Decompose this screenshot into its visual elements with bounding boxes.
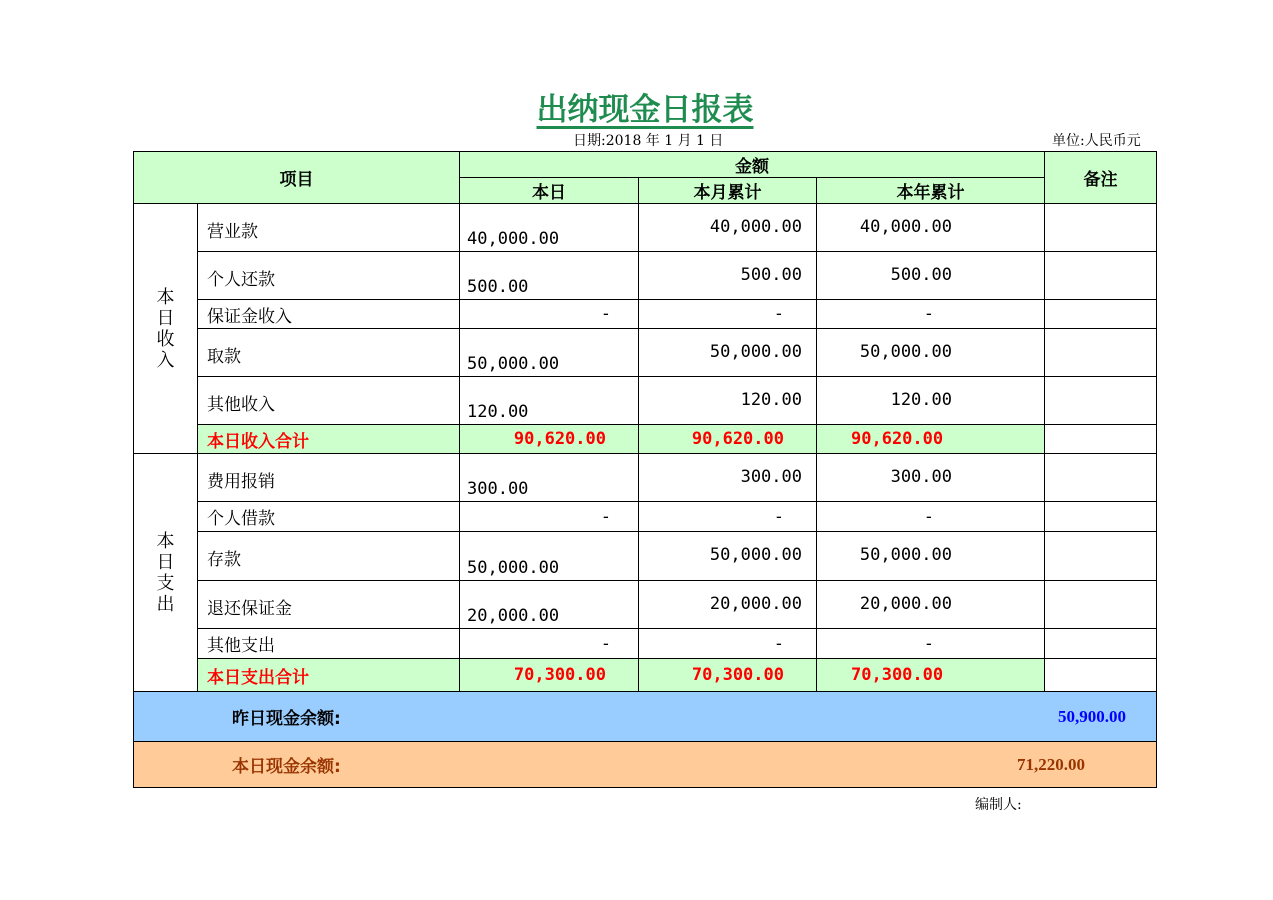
table-row [134, 204, 1157, 252]
table-row [134, 252, 1157, 300]
income-year-value: 500.00 [817, 252, 1045, 300]
expense-today-value: 300.00 [460, 454, 639, 502]
today-balance-row [134, 742, 1157, 788]
header-item: 项目 [134, 152, 460, 204]
income-total-label: 本日收入合计 [198, 425, 460, 454]
remarks-cell [1045, 502, 1157, 532]
income-today-value: 120.00 [460, 377, 639, 425]
expense-total-today: 70,300.00 [460, 659, 639, 692]
remarks-cell [1045, 425, 1157, 454]
expense-year-value: 20,000.00 [817, 581, 1045, 629]
expense-total-month: 70,300.00 [639, 659, 817, 692]
table-row [134, 532, 1157, 581]
table-row [134, 377, 1157, 425]
income-month-value: - [639, 300, 817, 329]
expense-item: 退还保证金 [198, 581, 460, 629]
table-row [134, 581, 1157, 629]
today-balance-value: 71,220.00 [1017, 754, 1085, 774]
expense-item: 存款 [198, 532, 460, 581]
header-today: 本日 [460, 178, 639, 204]
remarks-cell [1045, 377, 1157, 425]
header-year: 本年累计 [817, 178, 1045, 204]
remarks-cell [1045, 300, 1157, 329]
cash-report-table [133, 151, 1157, 788]
header-remarks: 备注 [1045, 152, 1157, 204]
table-row [134, 502, 1157, 532]
table-row [134, 454, 1157, 502]
expense-total-row [134, 659, 1157, 692]
remarks-cell [1045, 532, 1157, 581]
income-month-value: 500.00 [639, 252, 817, 300]
expense-month-value: 20,000.00 [639, 581, 817, 629]
remarks-cell [1045, 581, 1157, 629]
expense-year-value: - [817, 502, 1045, 532]
expense-month-value: - [639, 502, 817, 532]
expense-year-value: 300.00 [817, 454, 1045, 502]
expense-total-year: 70,300.00 [817, 659, 1045, 692]
remarks-cell [1045, 252, 1157, 300]
remarks-cell [1045, 629, 1157, 659]
income-total-today: 90,620.00 [460, 425, 639, 454]
expense-today-value: - [460, 502, 639, 532]
income-today-value: 50,000.00 [460, 329, 639, 377]
yesterday-balance-value: 50,900.00 [1058, 706, 1126, 726]
income-month-value: 40,000.00 [639, 204, 817, 252]
remarks-cell [1045, 659, 1157, 692]
expense-today-value: - [460, 629, 639, 659]
currency-unit: 单位:人民币元 [1052, 133, 1141, 149]
table-row [134, 329, 1157, 377]
income-item: 个人还款 [198, 252, 460, 300]
expense-item: 个人借款 [198, 502, 460, 532]
income-item: 取款 [198, 329, 460, 377]
income-today-value: 40,000.00 [460, 204, 639, 252]
income-today-value: - [460, 300, 639, 329]
header-amount: 金额 [460, 152, 1045, 178]
income-month-value: 120.00 [639, 377, 817, 425]
income-item: 其他收入 [198, 377, 460, 425]
report-date: 日期:2018 年 1 月 1 日 [573, 133, 724, 149]
expense-month-value: - [639, 629, 817, 659]
remarks-cell [1045, 204, 1157, 252]
expense-today-value: 20,000.00 [460, 581, 639, 629]
expense-today-value: 50,000.00 [460, 532, 639, 581]
expense-year-value: 50,000.00 [817, 532, 1045, 581]
remarks-cell [1045, 454, 1157, 502]
expense-month-value: 50,000.00 [639, 532, 817, 581]
table-row [134, 629, 1157, 659]
income-total-row [134, 425, 1157, 454]
income-total-year: 90,620.00 [817, 425, 1045, 454]
header-month: 本月累计 [639, 178, 817, 204]
income-year-value: 50,000.00 [817, 329, 1045, 377]
income-month-value: 50,000.00 [639, 329, 817, 377]
expense-item: 费用报销 [198, 454, 460, 502]
yesterday-balance-row [134, 692, 1157, 742]
income-item: 营业款 [198, 204, 460, 252]
yesterday-balance-label: 昨日现金余额: [232, 709, 341, 729]
income-year-value: 120.00 [817, 377, 1045, 425]
today-balance-label: 本日现金余额: [232, 757, 341, 777]
income-group-label: 本 日 收 入 [134, 204, 198, 454]
income-item: 保证金收入 [198, 300, 460, 329]
income-total-month: 90,620.00 [639, 425, 817, 454]
income-year-value: 40,000.00 [817, 204, 1045, 252]
compiler-label: 编制人: [975, 797, 1022, 813]
income-year-value: - [817, 300, 1045, 329]
table-row [134, 300, 1157, 329]
expense-total-label: 本日支出合计 [198, 659, 460, 692]
remarks-cell [1045, 329, 1157, 377]
expense-year-value: - [817, 629, 1045, 659]
income-today-value: 500.00 [460, 252, 639, 300]
expense-month-value: 300.00 [639, 454, 817, 502]
page-title: 出纳现金日报表 [536, 92, 754, 128]
expense-group-label: 本 日 支 出 [134, 454, 198, 692]
expense-item: 其他支出 [198, 629, 460, 659]
